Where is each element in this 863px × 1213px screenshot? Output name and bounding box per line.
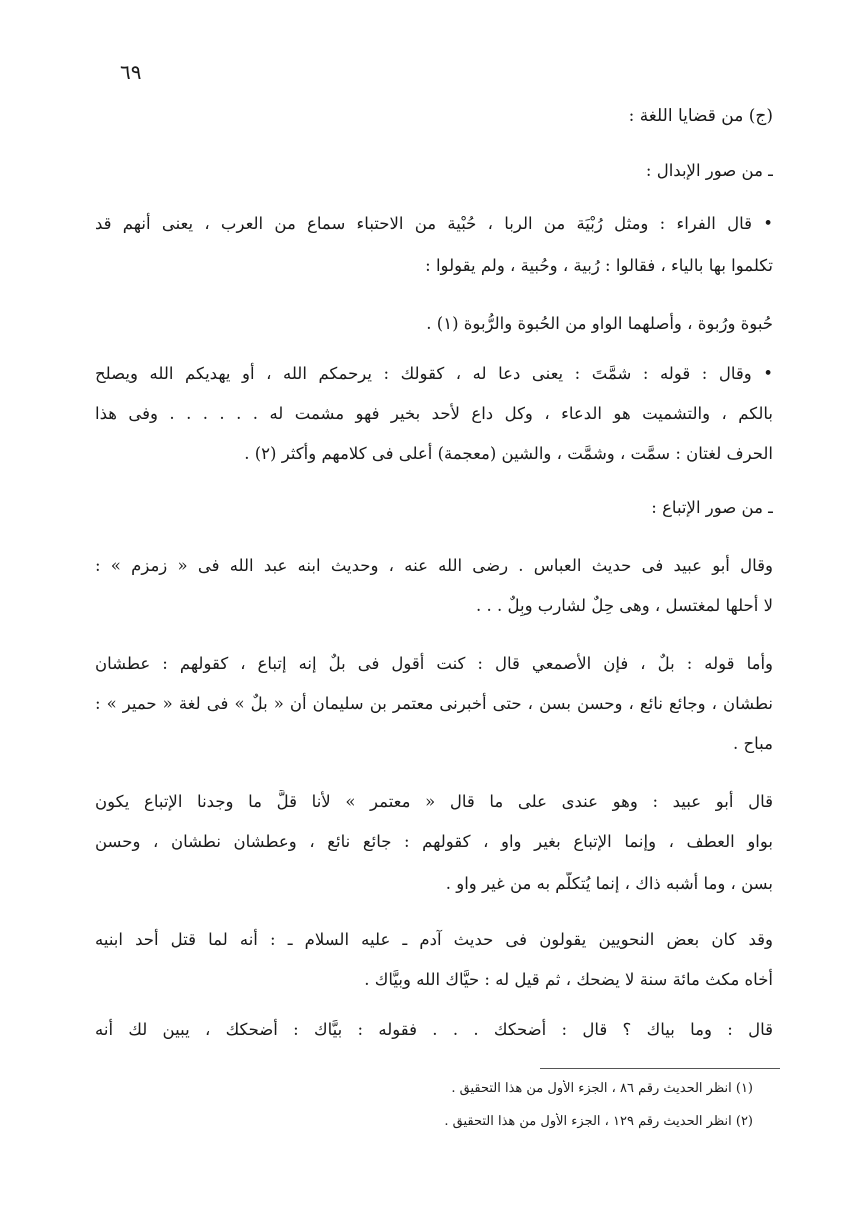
text-line: تكلموا بها بالياء ، فقالوا : رُبية ، وحُبية ، ولم يقولوا : bbox=[425, 256, 773, 275]
footnote-divider bbox=[540, 1068, 780, 1069]
text-line: حُبوة ورُبوة ، وأصلهما الواو من الحُبوة والرُّبوة (١) . bbox=[426, 314, 773, 333]
text-line: نطشان ، وجائع نائع ، وحسن بسن ، حتى أخبرنى معتمر بن سليمان أن « بلٌ » فى لغة « حمير » : bbox=[95, 694, 773, 713]
text-line: وقد كان بعض النحويين يقولون فى حديث آدم ـ عليه السلام ـ : أنه لما قتل أحد ابنيه bbox=[95, 930, 773, 949]
text-line: قال : وما بياك ؟ قال : أضحكك . . . فقوله : بيَّاك : أضحكك ، يبين لك أنه bbox=[95, 1020, 773, 1039]
page-number: ٦٩ bbox=[120, 60, 142, 84]
text-line: وأما قوله : بلٌ ، فإن الأصمعي قال : كنت أقول فى بلٌ إنه إتباع ، كقولهم : عطشان bbox=[95, 654, 773, 673]
text-line: • قال الفراء : ومثل رُبْيَة من الربا ، حُبْية من الاحتباء سماع من العرب ، يعنى أنهم قد bbox=[95, 214, 773, 233]
text-line: لا أحلها لمغتسل ، وهى حِلٌ لشارب وبِلٌ . . . bbox=[476, 596, 773, 615]
text-line: قال أبو عبيد : وهو عندى على ما قال « معتمر » لأنا قلَّ ما وجدنا الإتباع يكون bbox=[95, 792, 773, 811]
section-heading: (ج) من قضايا اللغة : bbox=[628, 106, 773, 126]
text-line: • وقال : قوله : شمَّتَ : يعنى دعا له ، كقولك : يرحمكم الله ، أو يهديكم الله ويصلح bbox=[95, 364, 773, 383]
subheading-itba: ـ من صور الإتباع : bbox=[651, 498, 773, 517]
text-line: مباح . bbox=[733, 734, 773, 753]
text-line: بسن ، وما أشبه ذاك ، إنما يُتكلَّم به من غير واو . bbox=[445, 874, 773, 893]
text-line: أخاه مكث مائة سنة لا يضحك ، ثم قيل له : حيَّاك الله وبيَّاك . bbox=[364, 970, 773, 989]
footnote-2: (٢) انظر الحديث رقم ١٢٩ ، الجزء الأول من هذا التحقيق . bbox=[444, 1114, 753, 1129]
subheading-ibdal: ـ من صور الإبدال : bbox=[645, 161, 773, 180]
footnote-1: (١) انظر الحديث رقم ٨٦ ، الجزء الأول من هذا التحقيق . bbox=[451, 1081, 753, 1096]
text-line: بالكم ، والتشميت هو الدعاء ، وكل داع لأحد بخير فهو مشمت له . . . . . . وفى هذا bbox=[95, 404, 773, 423]
text-line: وقال أبو عبيد فى حديث العباس . رضى الله عنه ، وحديث ابنه عبد الله فى « زمزم » : bbox=[95, 556, 773, 575]
text-line: بواو العطف ، وإنما الإتباع بغير واو ، كقولهم : جائع نائع ، وعطشان نطشان ، وحسن bbox=[95, 832, 773, 851]
text-line: الحرف لغتان : سمَّت ، وشمَّت ، والشين (معجمة) أعلى فى كلامهم وأكثر (٢) . bbox=[244, 444, 773, 463]
